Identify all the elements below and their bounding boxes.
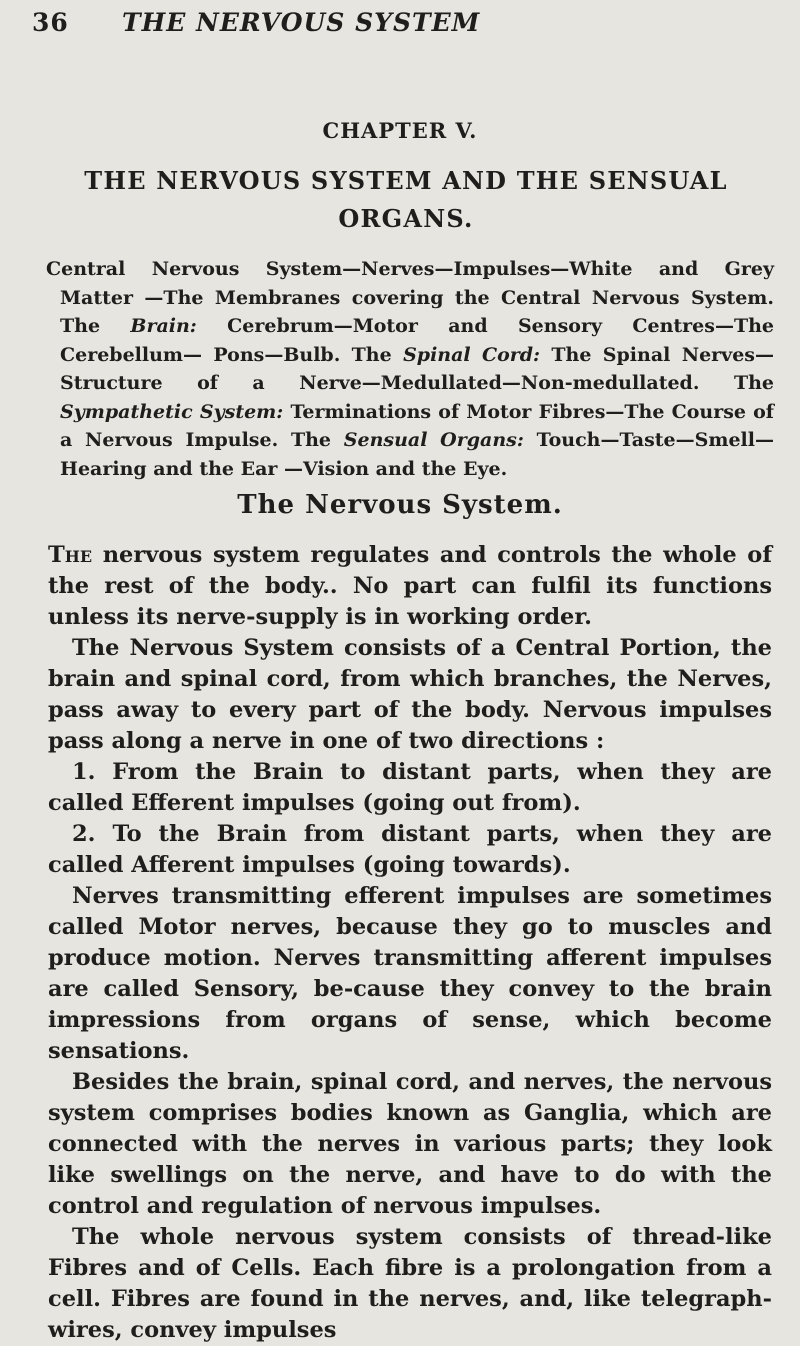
section-heading: The Nervous System. (237, 490, 563, 520)
paragraph: 2. To the Brain from distant parts, when they are called Afferent impulses (going towards). (48, 821, 772, 878)
page-number: 36 (32, 8, 69, 37)
running-title: THE NERVOUS SYSTEM (122, 8, 481, 37)
paragraph: Nerves transmitting efferent impulses are sometimes called Motor nerves, because they go to muscles and produce motion. Nerves transmitting afferent impulses are called Sensory, be-cause they convey to the brain impressions from organs of sense, which become sensations. (48, 883, 772, 1064)
summary-text-4: Terminations of Motor Fibres—The Course of a Nervous Impulse. The (60, 400, 774, 451)
running-head (32, 8, 780, 44)
summary-text-5: Touch—Taste—Smell—Hearing and the Ear —Vision and the Eye. (60, 429, 774, 480)
paragraph: Besides the brain, spinal cord, and nerves, the nervous system comprises bodies known as Ganglia, which are connected with the nerves in various parts; they look like swellings on the nerve, and have to do with the control and regulation of nervous impulses. (48, 1069, 772, 1219)
chapter-label: CHAPTER V. (322, 118, 478, 143)
summary-text-1: Central Nervous System—Nerves—Impulses—White and Grey Matter —The Membranes covering the Central Nervous System. The (46, 258, 774, 337)
chapter-title: THE NERVOUS SYSTEM AND THE SENSUAL ORGANS. (84, 166, 728, 233)
body-text (48, 540, 772, 1346)
paragraph-lead: The (48, 542, 93, 568)
paragraph: The Nervous System consists of a Central Portion, the brain and spinal cord, from which branches, the Nerves, pass away to every part of the body. Nervous impulses pass along a nerve in one of two directions : (48, 635, 772, 754)
paragraph: 1. From the Brain to distant parts, when they are called Efferent impulses (going out from). (48, 759, 772, 816)
paragraph-rest: nervous system regulates and controls the whole of the rest of the body.. No part can fulfil its functions unless its nerve-supply is in working order. (48, 542, 772, 630)
paragraph (48, 540, 772, 633)
summary-spinal-label: Spinal Cord: (403, 343, 541, 366)
paragraph: The whole nervous system consists of thread-like Fibres and of Cells. Each fibre is a prolongation from a cell. Fibres are found in the nerves, and, like telegraph-wires, convey impulses (48, 1224, 772, 1343)
chapter-summary (46, 255, 774, 483)
summary-sensual-label: Sensual Organs: (343, 429, 524, 451)
summary-brain-label: Brain: (130, 315, 197, 337)
summary-text-3: The Spinal Nerves—Structure of a Nerve—Medullated—Non-medullated. The (60, 343, 774, 394)
summary-text-2: Cerebrum—Motor and Sensory Centres—The Cerebellum— Pons—Bulb. The (60, 315, 774, 366)
summary-sympathetic-label: Sympathetic System: (60, 400, 284, 423)
